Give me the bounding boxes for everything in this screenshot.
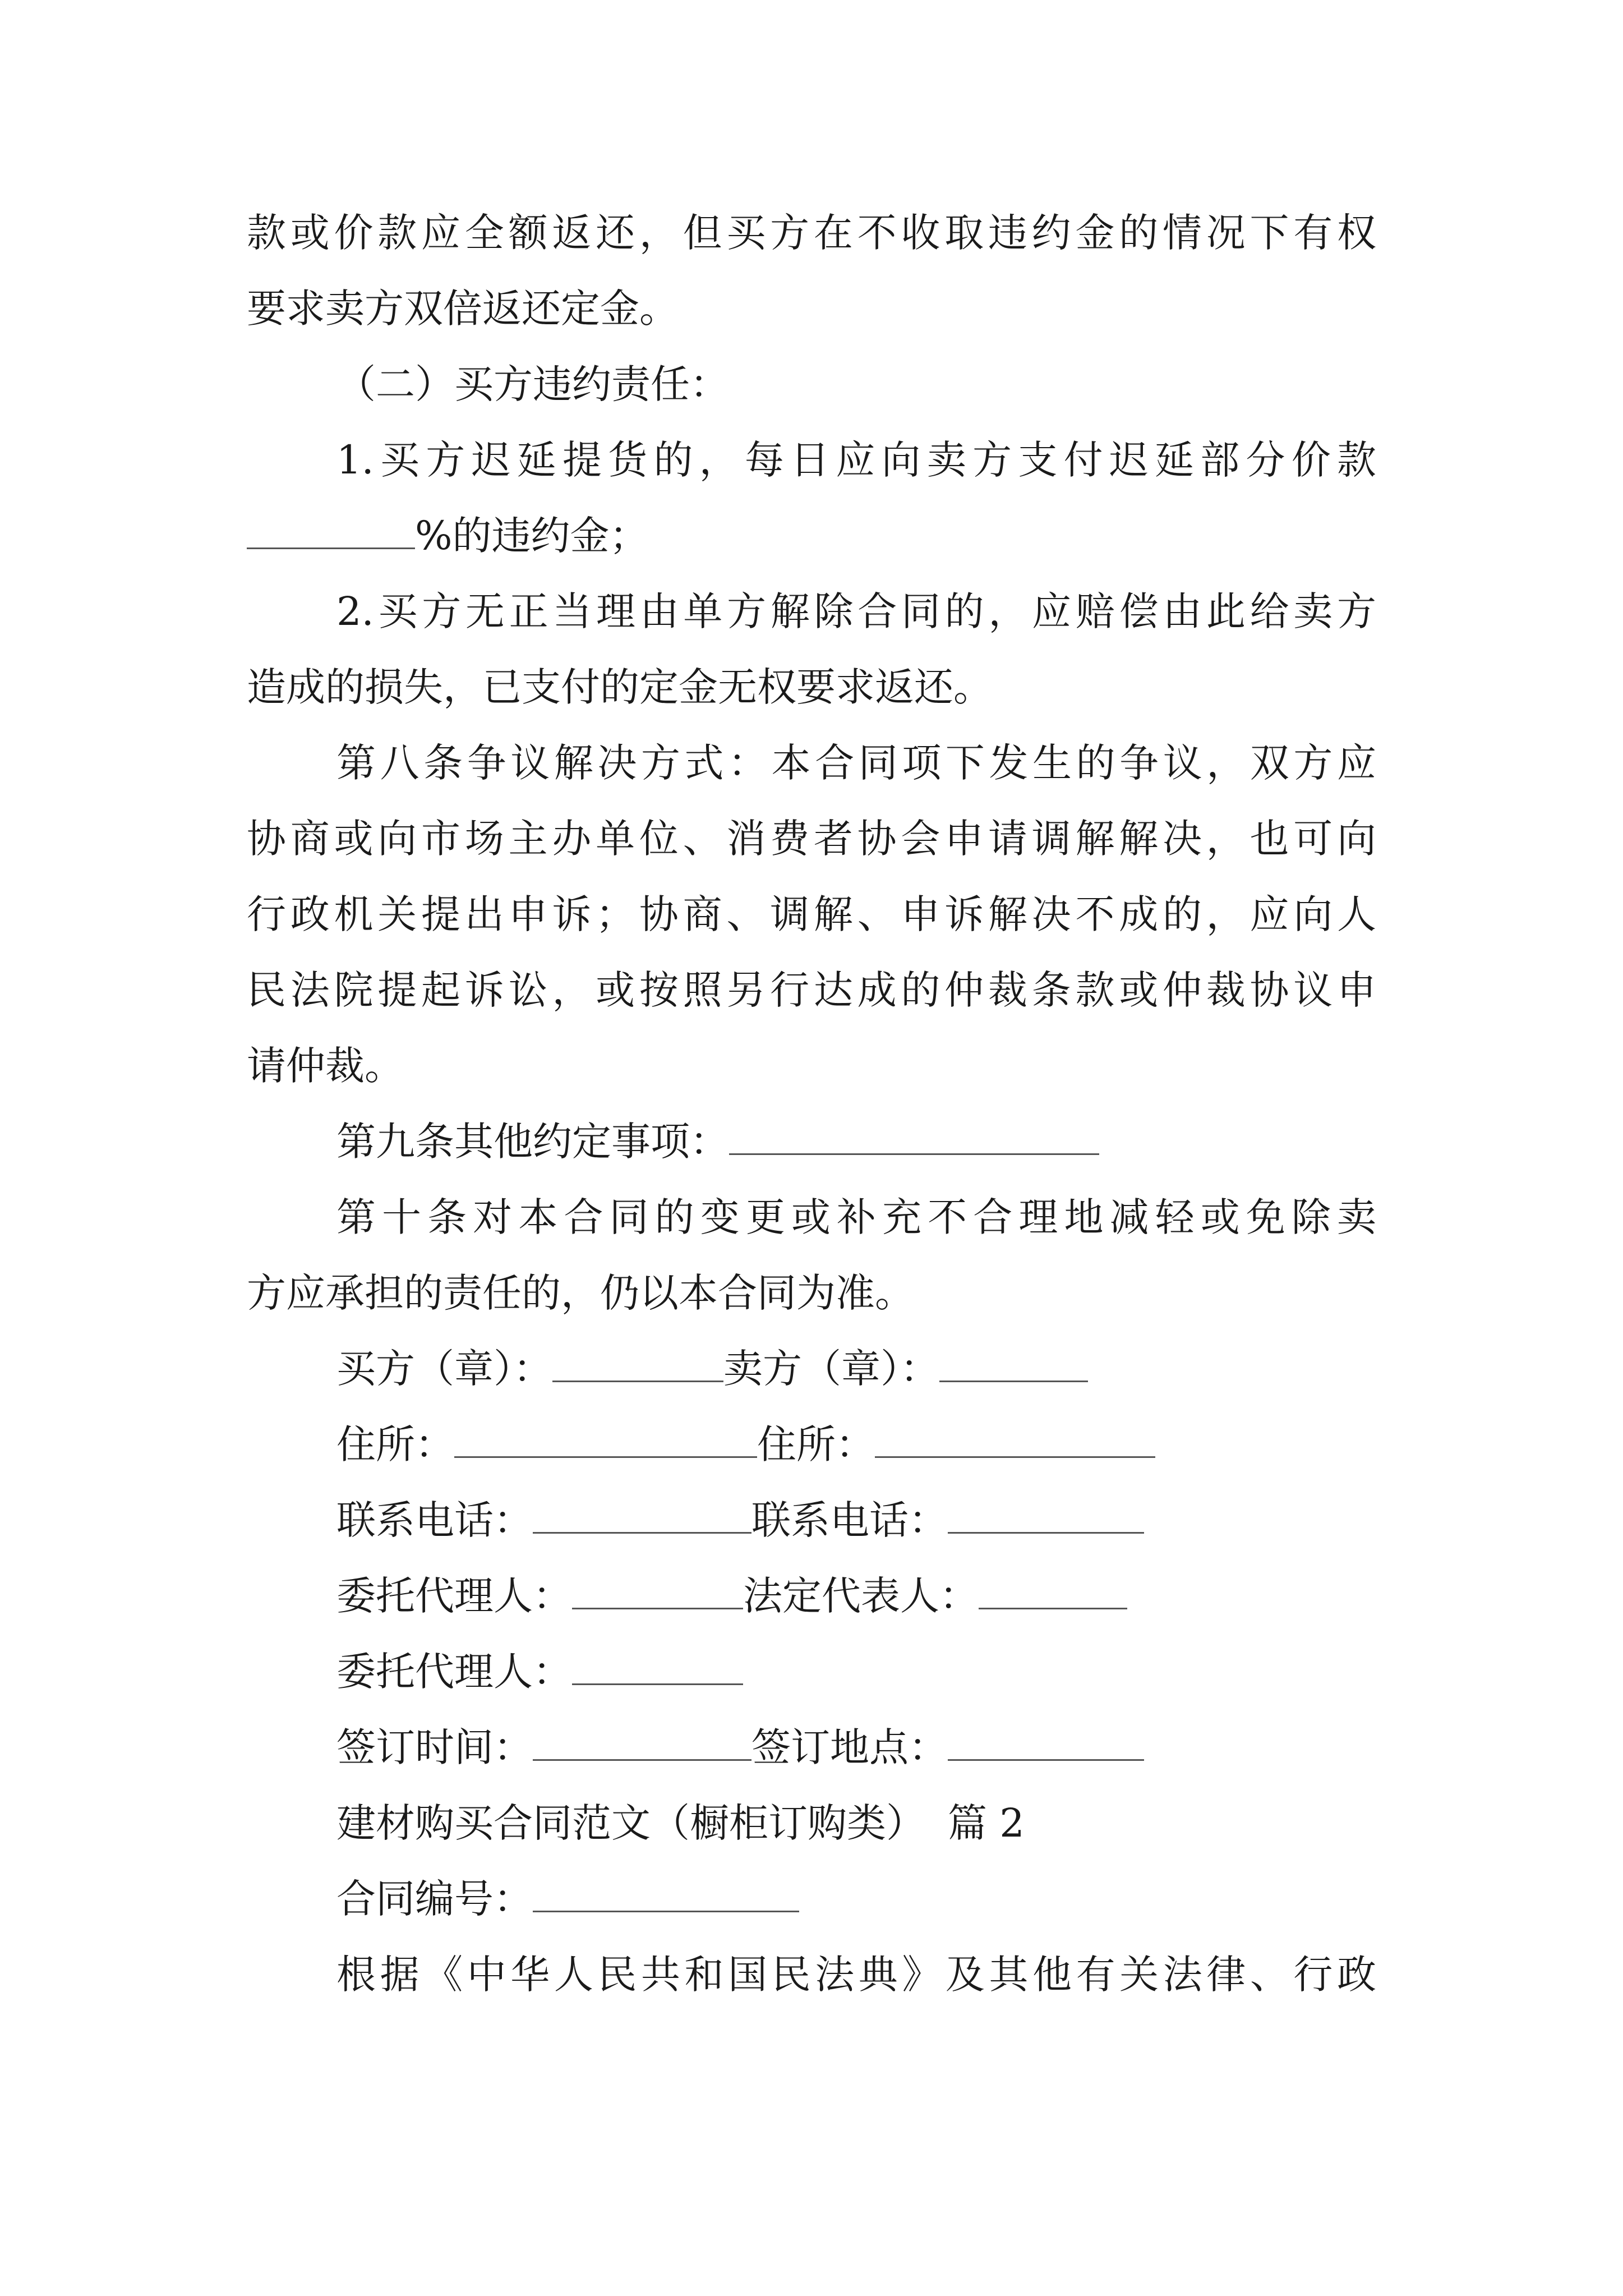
seller-phone-label: 联系电话： — [751, 1497, 948, 1543]
seller-phone-blank[interactable] — [948, 1496, 1144, 1534]
article-9-label: 第九条其他约定事项： — [336, 1119, 729, 1165]
clause-item: 2.买方无正当理由单方解除合同的，应赔偿由此给卖方 — [336, 588, 1376, 634]
clause-item: 1.买方迟延提货的，每日应向卖方支付迟延部分价款 — [336, 437, 1376, 483]
seller-address-blank[interactable] — [875, 1420, 1155, 1458]
legal-rep-label: 法定代表人： — [743, 1573, 979, 1619]
paragraph-line: 要求卖方双倍返还定金。 — [247, 286, 679, 332]
buyer-address-label: 住所： — [336, 1421, 454, 1467]
seller-seal-label: 卖方（章）： — [723, 1346, 939, 1392]
paragraph-line: 行政机关提出申诉；协商、调解、申诉解决不成的，应向人 — [247, 891, 1376, 937]
seal-row — [336, 1343, 1088, 1394]
buyer-agent-blank[interactable] — [572, 1572, 743, 1609]
section-heading: （二）买方违约责任： — [336, 361, 729, 407]
buyer-seal-label: 买方（章）： — [336, 1346, 552, 1392]
paragraph-line: 协商或向市场主办单位、消费者协会申请调解解决，也可向 — [247, 816, 1376, 862]
article-10: 第十条对本合同的变更或补充不合理地减轻或免除卖 — [336, 1194, 1376, 1240]
sign-time-blank[interactable] — [533, 1723, 751, 1761]
article-9 — [336, 1116, 1099, 1167]
agent-row — [336, 1571, 1127, 1621]
next-contract-heading — [336, 1798, 1025, 1848]
contract-number-label: 合同编号： — [336, 1876, 533, 1922]
paragraph-line: 方应承担的责任的，仍以本合同为准。 — [247, 1270, 914, 1316]
seller-agent-label: 委托代理人： — [336, 1649, 572, 1695]
contract-number-row — [336, 1874, 799, 1924]
signing-row — [336, 1722, 1144, 1773]
percentage-blank[interactable] — [247, 512, 415, 549]
paragraph-line: 请仲裁。 — [247, 1043, 404, 1089]
paragraph-line: 款或价款应全额返还，但买方在不收取违约金的情况下有权 — [247, 210, 1376, 256]
seller-seal-blank[interactable] — [939, 1345, 1088, 1382]
article-8: 第八条争议解决方式：本合同项下发生的争议，双方应 — [336, 740, 1376, 786]
agent-row-2 — [336, 1646, 743, 1697]
contract-number-blank[interactable] — [533, 1875, 799, 1912]
legal-rep-blank[interactable] — [979, 1572, 1127, 1609]
seller-address-label: 住所： — [757, 1421, 875, 1467]
buyer-address-blank[interactable] — [454, 1420, 757, 1458]
next-contract-title: 建材购买合同范文（橱柜订购类） — [336, 1800, 925, 1846]
next-contract-intro: 根据《中华人民共和国民法典》及其他有关法律、行政 — [336, 1952, 1376, 1998]
sign-time-label: 签订时间： — [336, 1724, 533, 1770]
buyer-phone-blank[interactable] — [533, 1496, 751, 1534]
paragraph-line: 造成的损失，已支付的定金无权要求返还。 — [247, 664, 993, 710]
clause-suffix: %的违约金； — [415, 513, 649, 559]
buyer-phone-label: 联系电话： — [336, 1497, 533, 1543]
sign-place-blank[interactable] — [948, 1723, 1144, 1761]
sign-place-label: 签订地点： — [751, 1724, 948, 1770]
seller-agent-blank[interactable] — [572, 1648, 743, 1685]
next-contract-part: 篇 2 — [948, 1800, 1025, 1846]
clause-item-continuation — [247, 510, 649, 561]
buyer-agent-label: 委托代理人： — [336, 1573, 572, 1619]
paragraph-line: 民法院提起诉讼，或按照另行达成的仲裁条款或仲裁协议申 — [247, 967, 1376, 1013]
address-row — [336, 1419, 1155, 1470]
other-terms-blank[interactable] — [729, 1117, 1099, 1155]
buyer-seal-blank[interactable] — [552, 1345, 723, 1382]
phone-row — [336, 1495, 1144, 1545]
